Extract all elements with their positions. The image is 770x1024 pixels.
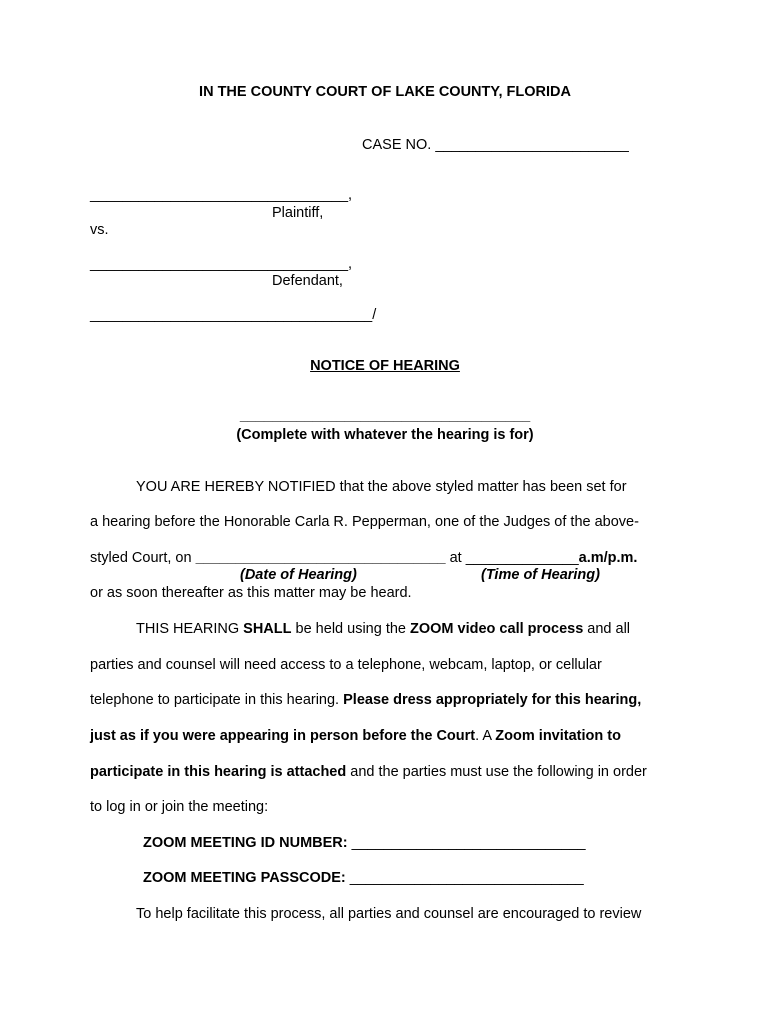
p2-l4-invite: Zoom invitation to bbox=[495, 728, 621, 744]
para1-line3 bbox=[90, 549, 637, 567]
defendant-name-blank: ________________________________, bbox=[90, 256, 353, 272]
vs-label: vs. bbox=[90, 222, 109, 238]
zoom-id-blank: _____________________________ bbox=[351, 835, 586, 851]
p2-l3-a: telephone to participate in this hearing. bbox=[90, 692, 344, 708]
p2-l1-e: and all bbox=[583, 621, 631, 637]
hearing-type-blank: ____________________________________ bbox=[239, 408, 531, 424]
p2-l4-b: . A bbox=[475, 728, 496, 744]
para2-line3 bbox=[90, 691, 641, 709]
notice-title: NOTICE OF HEARING bbox=[310, 358, 460, 374]
time-of-hearing-hint: (Time of Hearing) bbox=[481, 567, 600, 583]
zoom-pass-label: ZOOM MEETING PASSCODE: bbox=[143, 870, 350, 886]
p2-l3-dress: Please dress appropriately for this hearing, bbox=[343, 692, 642, 708]
p2-l5-a: participate in this hearing is attached bbox=[90, 764, 347, 780]
caption-end-line: ___________________________________/ bbox=[90, 307, 377, 323]
plaintiff-label: Plaintiff, bbox=[272, 205, 324, 221]
p2-l1-c: be held using the bbox=[291, 621, 411, 637]
para1-line1: YOU ARE HEREBY NOTIFIED that the above styled matter has been set for bbox=[136, 479, 627, 495]
hearing-type-hint: (Complete with whatever the hearing is for) bbox=[236, 427, 534, 443]
case-number-field: CASE NO. ________________________ bbox=[362, 137, 629, 153]
para2-line1 bbox=[136, 620, 630, 638]
p2-l1-shall: SHALL bbox=[243, 621, 292, 637]
court-heading: IN THE COUNTY COURT OF LAKE COUNTY, FLORIDA bbox=[199, 84, 571, 100]
zoom-id-label: ZOOM MEETING ID NUMBER: bbox=[143, 835, 352, 851]
p2-l4-a: just as if you were appearing in person before the Court bbox=[90, 728, 476, 744]
para1-line2: a hearing before the Honorable Carla R. Pepperman, one of the Judges of the above- bbox=[90, 514, 639, 530]
line3-prefix: styled Court, on bbox=[90, 550, 196, 566]
am-pm-label: a.m/p.m. bbox=[578, 550, 638, 566]
para2-line2: parties and counsel will need access to a telephone, webcam, laptop, or cellular bbox=[90, 657, 602, 673]
plaintiff-name-blank: ________________________________, bbox=[90, 187, 353, 203]
para2-line4 bbox=[90, 727, 621, 745]
p2-l5-b: and the parties must use the following in order bbox=[346, 764, 647, 780]
para1-line4: or as soon thereafter as this matter may be heard. bbox=[90, 585, 412, 601]
time-of-hearing-blank: ______________ bbox=[465, 550, 579, 566]
p2-l1-a: THIS HEARING bbox=[136, 621, 244, 637]
para2-line6: to log in or join the meeting: bbox=[90, 799, 269, 815]
p2-l1-zoom: ZOOM video call process bbox=[410, 621, 584, 637]
at-text: at bbox=[445, 550, 466, 566]
para3-line1: To help facilitate this process, all parties and counsel are encouraged to review bbox=[136, 906, 642, 922]
zoom-meeting-id-field bbox=[143, 834, 586, 852]
date-of-hearing-hint: (Date of Hearing) bbox=[240, 567, 357, 583]
zoom-pass-blank: _____________________________ bbox=[349, 870, 584, 886]
defendant-label: Defendant, bbox=[272, 273, 343, 289]
para2-line5 bbox=[90, 763, 647, 781]
zoom-passcode-field bbox=[143, 869, 584, 887]
date-of-hearing-blank: _______________________________ bbox=[195, 550, 446, 566]
